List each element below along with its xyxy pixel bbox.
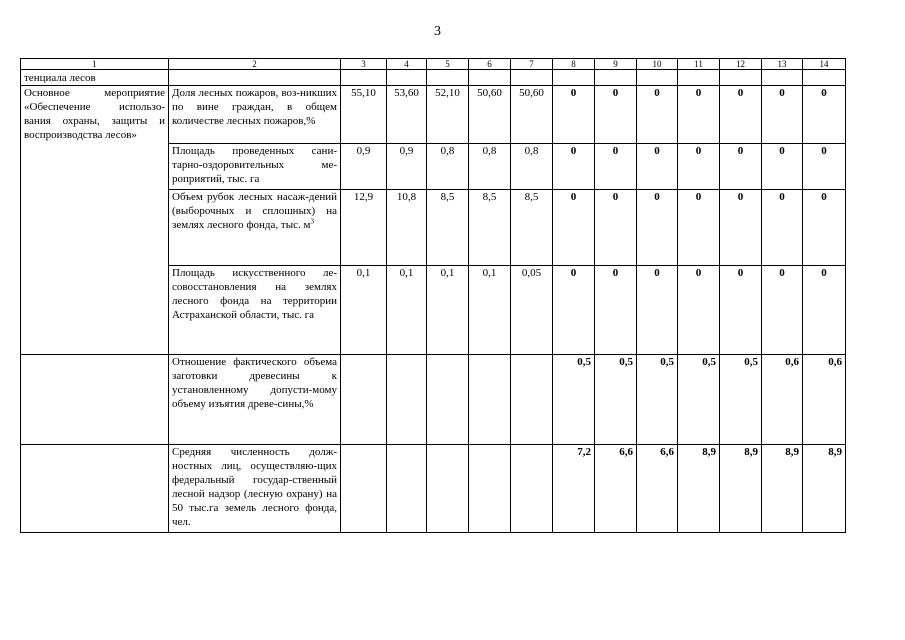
value-cell: 7,2 (553, 445, 595, 533)
value-cell: 0,5 (553, 355, 595, 445)
value-cell: 0 (637, 190, 678, 266)
indicator-name (169, 190, 341, 266)
value-cell (511, 445, 553, 533)
value-cell: 0 (553, 266, 595, 355)
value-cell (341, 355, 387, 445)
value-cell: 0 (678, 266, 720, 355)
column-number: 6 (469, 59, 511, 70)
value-cell: 0,6 (762, 355, 803, 445)
indicator-name: Площадь искусственного ле-совосстановления на землях лесного фонда на территории Астраханской области, тыс. га (169, 266, 341, 355)
value-cell: 8,9 (678, 445, 720, 533)
indicator-name: Средняя численность долж-ностных лиц, осуществляю-щих федеральный государ-ственный лесной надзор (лесную охрану) на 50 тыс.га земель лесного фонда, чел. (169, 445, 341, 533)
value-cell (469, 355, 511, 445)
activity-cell: Основное мероприятие «Обеспечение использо-вания охраны, защиты и воспроизводства лесов» (21, 86, 169, 355)
page-number: 3 (434, 24, 441, 39)
column-number: 8 (553, 59, 595, 70)
column-number: 1 (21, 59, 169, 70)
value-cell: 0 (803, 144, 846, 190)
column-number: 3 (341, 59, 387, 70)
value-cell: 0 (762, 190, 803, 266)
value-cell: 0,5 (678, 355, 720, 445)
value-cell (387, 355, 427, 445)
value-cell: 0,1 (427, 266, 469, 355)
value-cell: 0 (803, 86, 846, 144)
column-number: 12 (720, 59, 762, 70)
value-cell: 0 (678, 86, 720, 144)
value-cell: 50,60 (511, 86, 553, 144)
value-cell: 0 (553, 144, 595, 190)
value-cell: 53,60 (387, 86, 427, 144)
value-cell: 0,8 (469, 144, 511, 190)
value-cell: 0,9 (387, 144, 427, 190)
value-cell: 10,8 (387, 190, 427, 266)
column-number: 9 (595, 59, 637, 70)
empty-activity-cell (21, 445, 169, 533)
value-cell: 0 (595, 266, 637, 355)
table-row (21, 86, 846, 144)
value-cell: 0 (720, 266, 762, 355)
value-cell (427, 445, 469, 533)
column-number: 4 (387, 59, 427, 70)
value-cell: 0 (595, 86, 637, 144)
unit-superscript: 3 (310, 217, 314, 226)
column-numbers-row (21, 59, 846, 70)
value-cell: 0 (637, 266, 678, 355)
value-cell: 0,6 (803, 355, 846, 445)
value-cell: 8,5 (511, 190, 553, 266)
value-cell: 0 (595, 190, 637, 266)
value-cell: 0 (637, 86, 678, 144)
indicators-table (20, 58, 846, 533)
column-number: 11 (678, 59, 720, 70)
value-cell: 6,6 (595, 445, 637, 533)
value-cell: 0,9 (341, 144, 387, 190)
empty-activity-cell (21, 355, 169, 445)
value-cell: 0 (762, 266, 803, 355)
value-cell: 55,10 (341, 86, 387, 144)
value-cell: 50,60 (469, 86, 511, 144)
indicator-name: Отношение фактического объема заготовки древесины к установленному допусти-мому объему изъятия древе-сины,% (169, 355, 341, 445)
value-cell: 0,5 (637, 355, 678, 445)
value-cell: 0,1 (469, 266, 511, 355)
column-number: 2 (169, 59, 341, 70)
value-cell: 0 (595, 144, 637, 190)
value-cell: 0,8 (427, 144, 469, 190)
value-cell (387, 445, 427, 533)
value-cell: 0 (678, 144, 720, 190)
value-cell: 0,5 (720, 355, 762, 445)
column-number: 5 (427, 59, 469, 70)
value-cell: 0 (762, 144, 803, 190)
value-cell: 0 (720, 86, 762, 144)
indicator-name: Площадь проведенных сани-тарно-оздоровительных ме-роприятий, тыс. га (169, 144, 341, 190)
value-cell: 8,9 (720, 445, 762, 533)
table-row (21, 445, 846, 533)
value-cell: 0 (553, 190, 595, 266)
continued-label: тенциала лесов (21, 70, 169, 86)
column-number: 13 (762, 59, 803, 70)
value-cell: 0 (553, 86, 595, 144)
value-cell (341, 445, 387, 533)
value-cell: 0,1 (387, 266, 427, 355)
value-cell: 0,05 (511, 266, 553, 355)
indicator-name: Доля лесных пожаров, воз-никших по вине граждан, в общем количестве лесных пожаров,% (169, 86, 341, 144)
value-cell: 0,5 (595, 355, 637, 445)
value-cell: 8,9 (762, 445, 803, 533)
column-number: 14 (803, 59, 846, 70)
value-cell: 0 (720, 190, 762, 266)
value-cell: 6,6 (637, 445, 678, 533)
value-cell: 8,5 (427, 190, 469, 266)
continuation-row (21, 70, 846, 86)
column-number: 10 (637, 59, 678, 70)
column-number: 7 (511, 59, 553, 70)
value-cell: 0 (720, 144, 762, 190)
value-cell: 12,9 (341, 190, 387, 266)
value-cell: 0 (803, 266, 846, 355)
value-cell: 0,1 (341, 266, 387, 355)
value-cell: 0 (803, 190, 846, 266)
value-cell: 0,8 (511, 144, 553, 190)
value-cell (427, 355, 469, 445)
value-cell (469, 445, 511, 533)
value-cell: 0 (637, 144, 678, 190)
value-cell: 0 (762, 86, 803, 144)
indicator-text: Объем рубок лесных насаж-дений (выборочных и сплошных) на землях лесного фонда, тыс. м (172, 191, 337, 231)
value-cell: 8,9 (803, 445, 846, 533)
table-row (21, 355, 846, 445)
value-cell: 52,10 (427, 86, 469, 144)
value-cell (511, 355, 553, 445)
value-cell: 0 (678, 190, 720, 266)
value-cell: 8,5 (469, 190, 511, 266)
